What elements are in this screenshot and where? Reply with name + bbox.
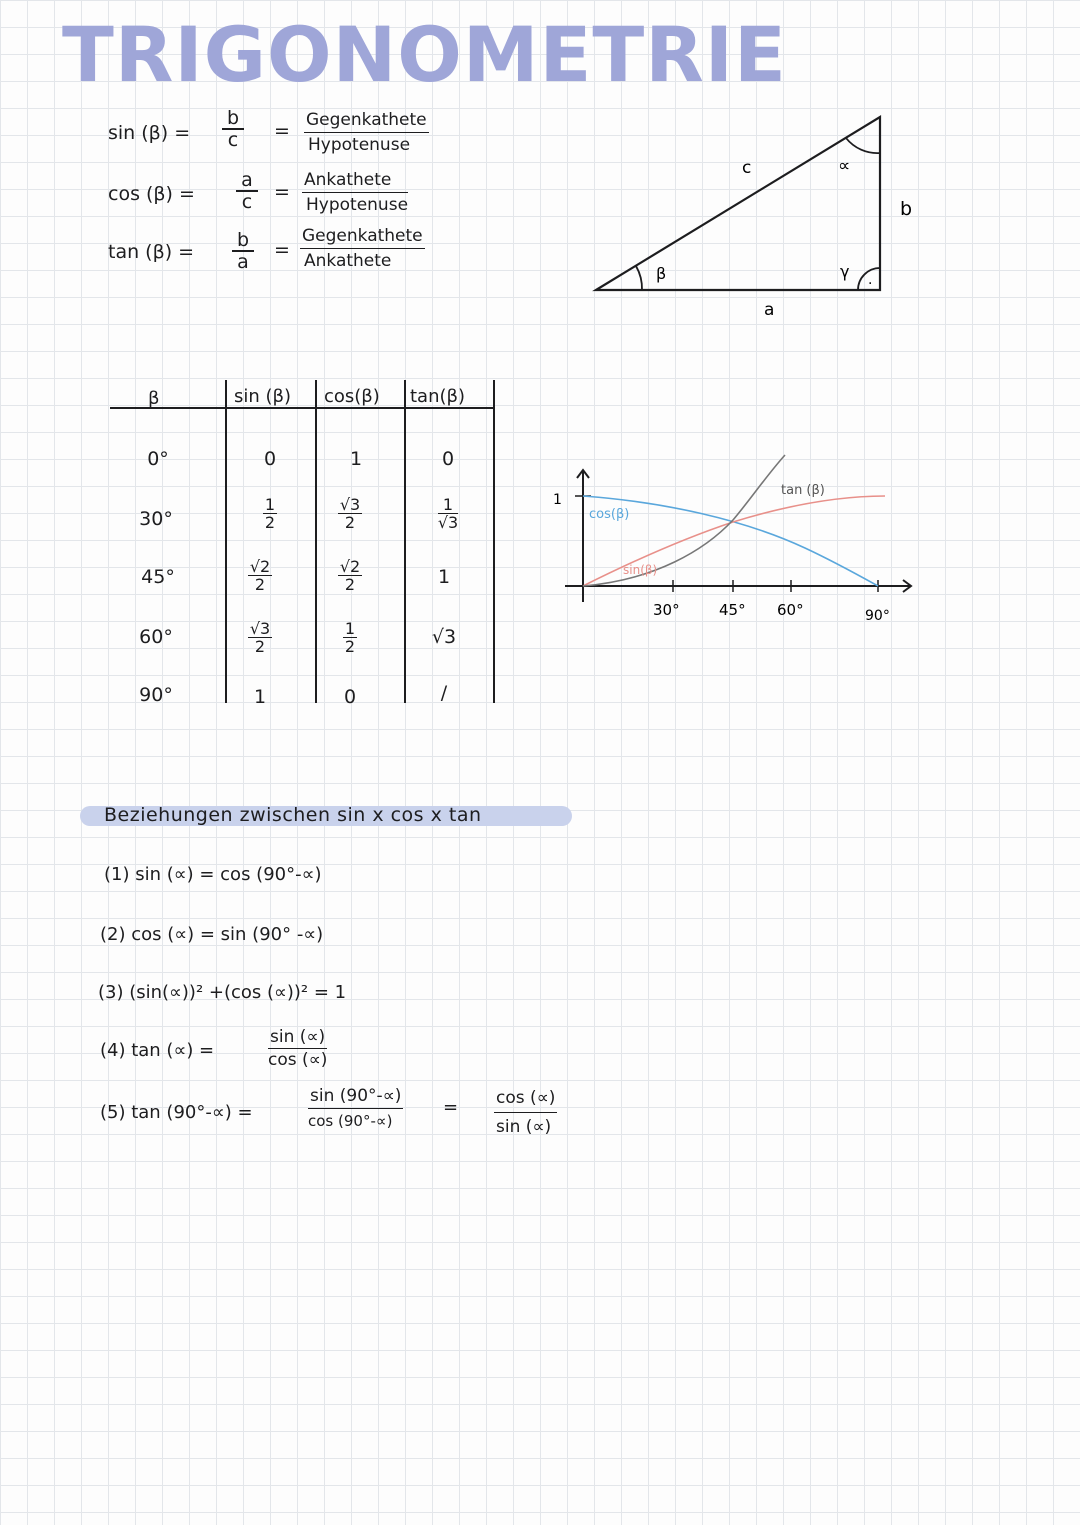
relation-5-num2: cos (∝) bbox=[494, 1084, 557, 1113]
table-cell-cos bbox=[320, 558, 380, 595]
tan-curve-label: tan (β) bbox=[781, 483, 825, 498]
relation-4-fraction bbox=[268, 1026, 327, 1071]
cos-curve-label: cos(β) bbox=[589, 507, 630, 522]
tan-ratio-den: a bbox=[237, 251, 249, 273]
frac-num: √2 bbox=[339, 557, 361, 576]
table-cell-cos: 1 bbox=[349, 448, 363, 470]
table-cell-cos bbox=[320, 620, 380, 657]
table-cell-cos bbox=[320, 496, 380, 533]
cos-word-num: Ankathete bbox=[302, 168, 408, 193]
right-angle-dot: · bbox=[868, 276, 873, 292]
x-tick-label: 45° bbox=[719, 601, 746, 619]
table-cell-sin bbox=[230, 620, 290, 657]
frac-num: 1 bbox=[344, 619, 356, 638]
table-header-cos: cos(β) bbox=[324, 386, 380, 407]
frac-num: √2 bbox=[249, 557, 271, 576]
y-axis-label: 1 bbox=[553, 492, 562, 508]
relation-5-den: cos (90°-∝) bbox=[308, 1112, 393, 1130]
relation-4-num: sin (∝) bbox=[268, 1026, 327, 1049]
sin-ratio bbox=[222, 108, 244, 150]
x-tick-label: 30° bbox=[653, 601, 680, 619]
relation-5-fraction bbox=[308, 1084, 403, 1133]
cos-eq: = bbox=[274, 181, 290, 203]
table-header-beta: β bbox=[148, 388, 160, 409]
relation-5-num: sin (90°-∝) bbox=[308, 1084, 403, 1109]
cos-ratio-num: a bbox=[236, 170, 258, 192]
angle-alpha-label: ∝ bbox=[838, 156, 851, 176]
frac-den: √3 bbox=[437, 513, 459, 532]
relation-4-den: cos (∝) bbox=[268, 1050, 328, 1070]
frac-den: 2 bbox=[344, 513, 356, 532]
trig-graph bbox=[545, 450, 920, 635]
side-a-label: a bbox=[764, 300, 775, 320]
triangle-shape bbox=[596, 117, 880, 290]
frac-den: 2 bbox=[344, 637, 356, 656]
relation-5-result bbox=[494, 1084, 557, 1141]
x-tick-label: 90° bbox=[865, 608, 890, 624]
table-cell-sin: 1 bbox=[253, 686, 267, 708]
side-b-label: b bbox=[900, 198, 913, 220]
angle-beta-label: β bbox=[656, 264, 667, 283]
angle-gamma-label: γ bbox=[840, 262, 850, 281]
table-cell-angle: 0° bbox=[147, 448, 169, 470]
table-cell-tan bbox=[418, 496, 478, 533]
x-tick-label: 60° bbox=[777, 601, 804, 619]
table-header-sin: sin (β) bbox=[234, 386, 292, 407]
sin-word-ratio bbox=[304, 108, 429, 157]
table-cell-angle: 30° bbox=[139, 508, 173, 530]
table-cell-tan: √3 bbox=[431, 626, 457, 648]
table-cell-tan: 1 bbox=[437, 566, 451, 588]
relation-5-label: (5) tan (90°-∝) = bbox=[100, 1102, 253, 1123]
cos-ratio bbox=[236, 170, 258, 212]
table-cell-angle: 90° bbox=[139, 684, 173, 706]
right-triangle bbox=[580, 105, 940, 325]
angle-alpha-arc bbox=[846, 138, 880, 153]
relation-2: (2) cos (∝) = sin (90° -∝) bbox=[100, 924, 324, 945]
frac-den: 2 bbox=[254, 575, 266, 594]
relation-5-den2: sin (∝) bbox=[496, 1117, 552, 1137]
sin-ratio-den: c bbox=[227, 129, 239, 151]
table-cell-sin bbox=[240, 496, 300, 533]
table-cell-angle: 45° bbox=[141, 566, 175, 588]
frac-den: 2 bbox=[344, 575, 356, 594]
relation-5-eq: = bbox=[443, 1097, 459, 1118]
tan-word-den: Ankathete bbox=[304, 251, 392, 271]
page-title: TRIGONOMETRIE bbox=[62, 10, 787, 99]
relation-3: (3) (sin(∝))² +(cos (∝))² = 1 bbox=[98, 982, 347, 1003]
angle-beta-arc bbox=[636, 266, 642, 290]
tan-word-num: Gegenkathete bbox=[300, 224, 425, 249]
value-table-lines bbox=[100, 375, 500, 710]
sin-eq: = bbox=[274, 120, 290, 142]
frac-den: 2 bbox=[254, 637, 266, 656]
cos-definition-label: cos (β) = bbox=[108, 183, 195, 205]
table-cell-tan: / bbox=[440, 682, 448, 704]
table-cell-sin bbox=[230, 558, 290, 595]
tan-definition-label: tan (β) = bbox=[108, 241, 195, 263]
tan-ratio-num: b bbox=[232, 230, 254, 252]
table-cell-cos: 0 bbox=[343, 686, 357, 708]
sin-ratio-num: b bbox=[222, 108, 244, 130]
cos-word-den: Hypotenuse bbox=[306, 195, 409, 215]
frac-num: √3 bbox=[249, 619, 271, 638]
table-cell-sin: 0 bbox=[263, 448, 277, 470]
tan-eq: = bbox=[274, 239, 290, 261]
sin-definition-label: sin (β) = bbox=[108, 122, 191, 144]
cos-word-ratio bbox=[302, 168, 408, 217]
frac-num: 1 bbox=[264, 495, 276, 514]
frac-den: 2 bbox=[264, 513, 276, 532]
tan-word-ratio bbox=[300, 224, 425, 273]
table-cell-tan: 0 bbox=[441, 448, 455, 470]
table-cell-angle: 60° bbox=[139, 626, 173, 648]
side-c-label: c bbox=[742, 158, 752, 178]
sin-word-den: Hypotenuse bbox=[308, 135, 411, 155]
frac-num: √3 bbox=[339, 495, 361, 514]
table-header-tan: tan(β) bbox=[410, 386, 466, 407]
relation-4-label: (4) tan (∝) = bbox=[100, 1040, 215, 1061]
frac-num: 1 bbox=[438, 496, 458, 514]
relation-1: (1) sin (∝) = cos (90°-∝) bbox=[104, 864, 322, 885]
tan-ratio bbox=[232, 230, 254, 272]
sin-word-num: Gegenkathete bbox=[304, 108, 429, 133]
relations-heading: Beziehungen zwischen sin x cos x tan bbox=[104, 804, 482, 826]
sin-curve-label: sin(β) bbox=[623, 563, 658, 577]
cos-ratio-den: c bbox=[241, 191, 253, 213]
